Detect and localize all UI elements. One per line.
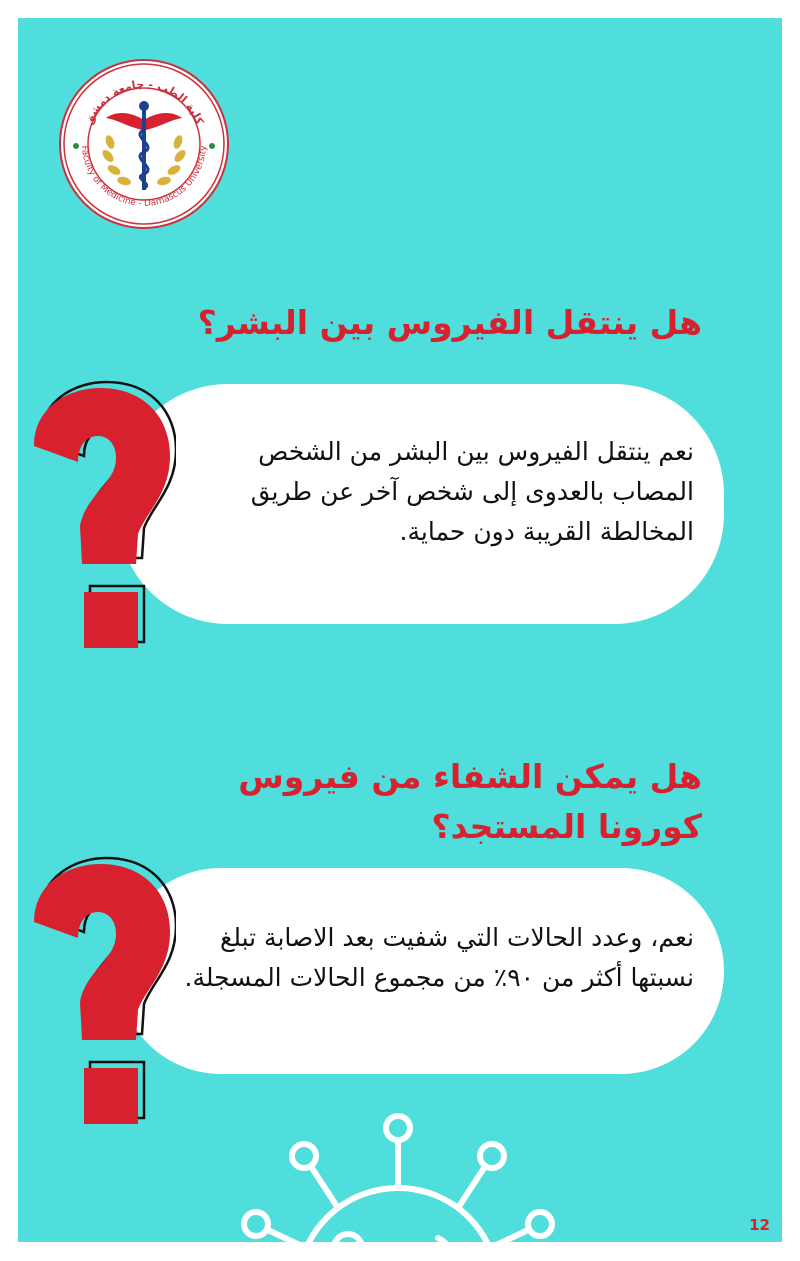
logo-seal-icon — [58, 58, 230, 230]
question-2-heading: هل يمكن الشفاء من فيروس كورونا المستجد؟ — [238, 757, 702, 846]
faculty-logo — [58, 58, 230, 230]
logo-english-text: Faculty of Medicine - Damascus University — [78, 145, 210, 210]
question-mark-icon — [26, 380, 176, 658]
question-mark-icon — [26, 856, 176, 1134]
answer-2-text: نعم، وعدد الحالات التي شفيت بعد الاصابة تبلغ نسبتها أكثر من ٩٠٪ من مجموع الحالات المسجلة. — [184, 923, 694, 992]
virus-icon — [238, 1098, 558, 1242]
answer-1-text: نعم ينتقل الفيروس بين البشر من الشخص المصاب بالعدوى إلى شخص آخر عن طريق المخالطة القريبة دون حماية. — [250, 437, 694, 546]
logo-arabic-text: كلية الطب - جامعة دمشق — [81, 77, 207, 127]
page-number: 12 — [749, 1216, 770, 1234]
page — [18, 18, 782, 1242]
question-1-heading: هل ينتقل الفيروس بين البشر؟ — [197, 303, 702, 342]
